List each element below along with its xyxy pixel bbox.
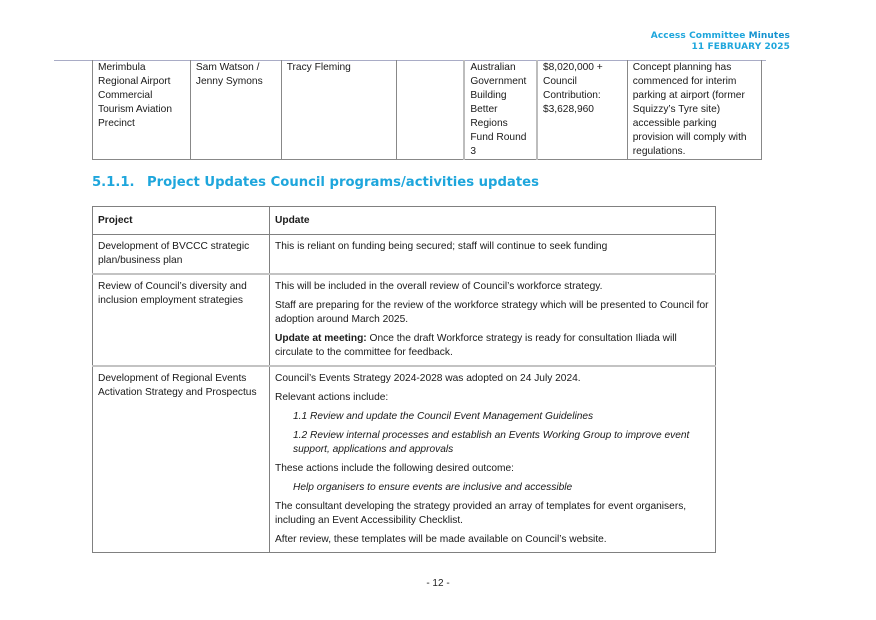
table-header-row: [93, 207, 716, 235]
header-title-prefix: Access Committee: [650, 31, 746, 41]
update-paragraph: After review, these templates will be made available on Council’s website.: [275, 534, 607, 545]
section-title: Project Updates Council programs/activities updates: [147, 175, 539, 190]
table-row: [93, 235, 716, 275]
continued-projects-table: [92, 60, 762, 160]
page-number: - 12 -: [426, 578, 450, 589]
header-date: 11 FEBRUARY 2025: [691, 42, 790, 52]
funding-source-cell: Australian Government Building Better Regions Fund Round 3: [464, 60, 537, 160]
project-cell: Development of BVCCC strategic plan/business plan: [93, 235, 270, 275]
update-paragraph: Council’s Events Strategy 2024-2028 was adopted on 24 July 2024.: [275, 373, 581, 384]
update-paragraph: Staff are preparing for the review of the workforce strategy which will be presented to Council for adoption around March 2025.: [275, 300, 709, 325]
update-cell: [270, 366, 716, 553]
officer-cell: Sam Watson / Jenny Symons: [190, 60, 281, 160]
header-title-suffix: Minutes: [748, 31, 790, 41]
section-number: 5.1.1.: [92, 175, 135, 190]
update-paragraph: Relevant actions include:: [275, 392, 389, 403]
action-item: 1.2 Review internal processes and establish an Events Working Group to improve event support, applications and approvals: [293, 430, 690, 455]
action-item: 1.1 Review and update the Council Event Management Guidelines: [293, 411, 594, 422]
document-header: [651, 31, 790, 53]
project-cell: Development of Regional Events Activation Strategy and Prospectus: [93, 366, 270, 553]
project-cell: Merimbula Regional Airport Commercial Tourism Aviation Precinct: [93, 60, 191, 160]
desired-outcome: Help organisers to ensure events are inclusive and accessible: [293, 482, 573, 493]
status-cell: Concept planning has commenced for interim parking at airport (former Squizzy’s Tyre site) accessible parking provision will comply with regulations.: [627, 60, 761, 160]
section-heading: [92, 175, 539, 190]
contact-cell: Tracy Fleming: [281, 60, 396, 160]
header-title: [651, 31, 790, 42]
update-paragraph: These actions include the following desired outcome:: [275, 463, 514, 474]
table-row: [93, 60, 762, 160]
update-cell: [270, 235, 716, 275]
update-paragraph: The consultant developing the strategy provided an array of templates for event organisers, including an Event Accessibility Checklist.: [275, 501, 687, 526]
blank-cell: [396, 60, 464, 160]
update-cell: [270, 274, 716, 366]
column-header-project: Project: [93, 207, 270, 235]
update-at-meeting-paragraph: [275, 332, 710, 360]
update-paragraph: This will be included in the overall review of Council’s workforce strategy.: [275, 281, 603, 292]
column-header-update: Update: [270, 207, 716, 235]
project-updates-table: [92, 206, 716, 553]
table-row: [93, 274, 716, 366]
funding-amount-cell: $8,020,000 + Council Contribution: $3,628,960: [537, 60, 627, 160]
update-at-meeting-label: Update at meeting:: [275, 333, 367, 344]
update-paragraph: This is reliant on funding being secured; staff will continue to seek funding: [275, 241, 608, 252]
update-at-meeting-text: Once the draft Workforce strategy is ready for consultation Iliada will circulate to the committee for feedback.: [275, 333, 677, 358]
project-cell: Review of Council’s diversity and inclusion employment strategies: [93, 274, 270, 366]
table-row: [93, 366, 716, 553]
